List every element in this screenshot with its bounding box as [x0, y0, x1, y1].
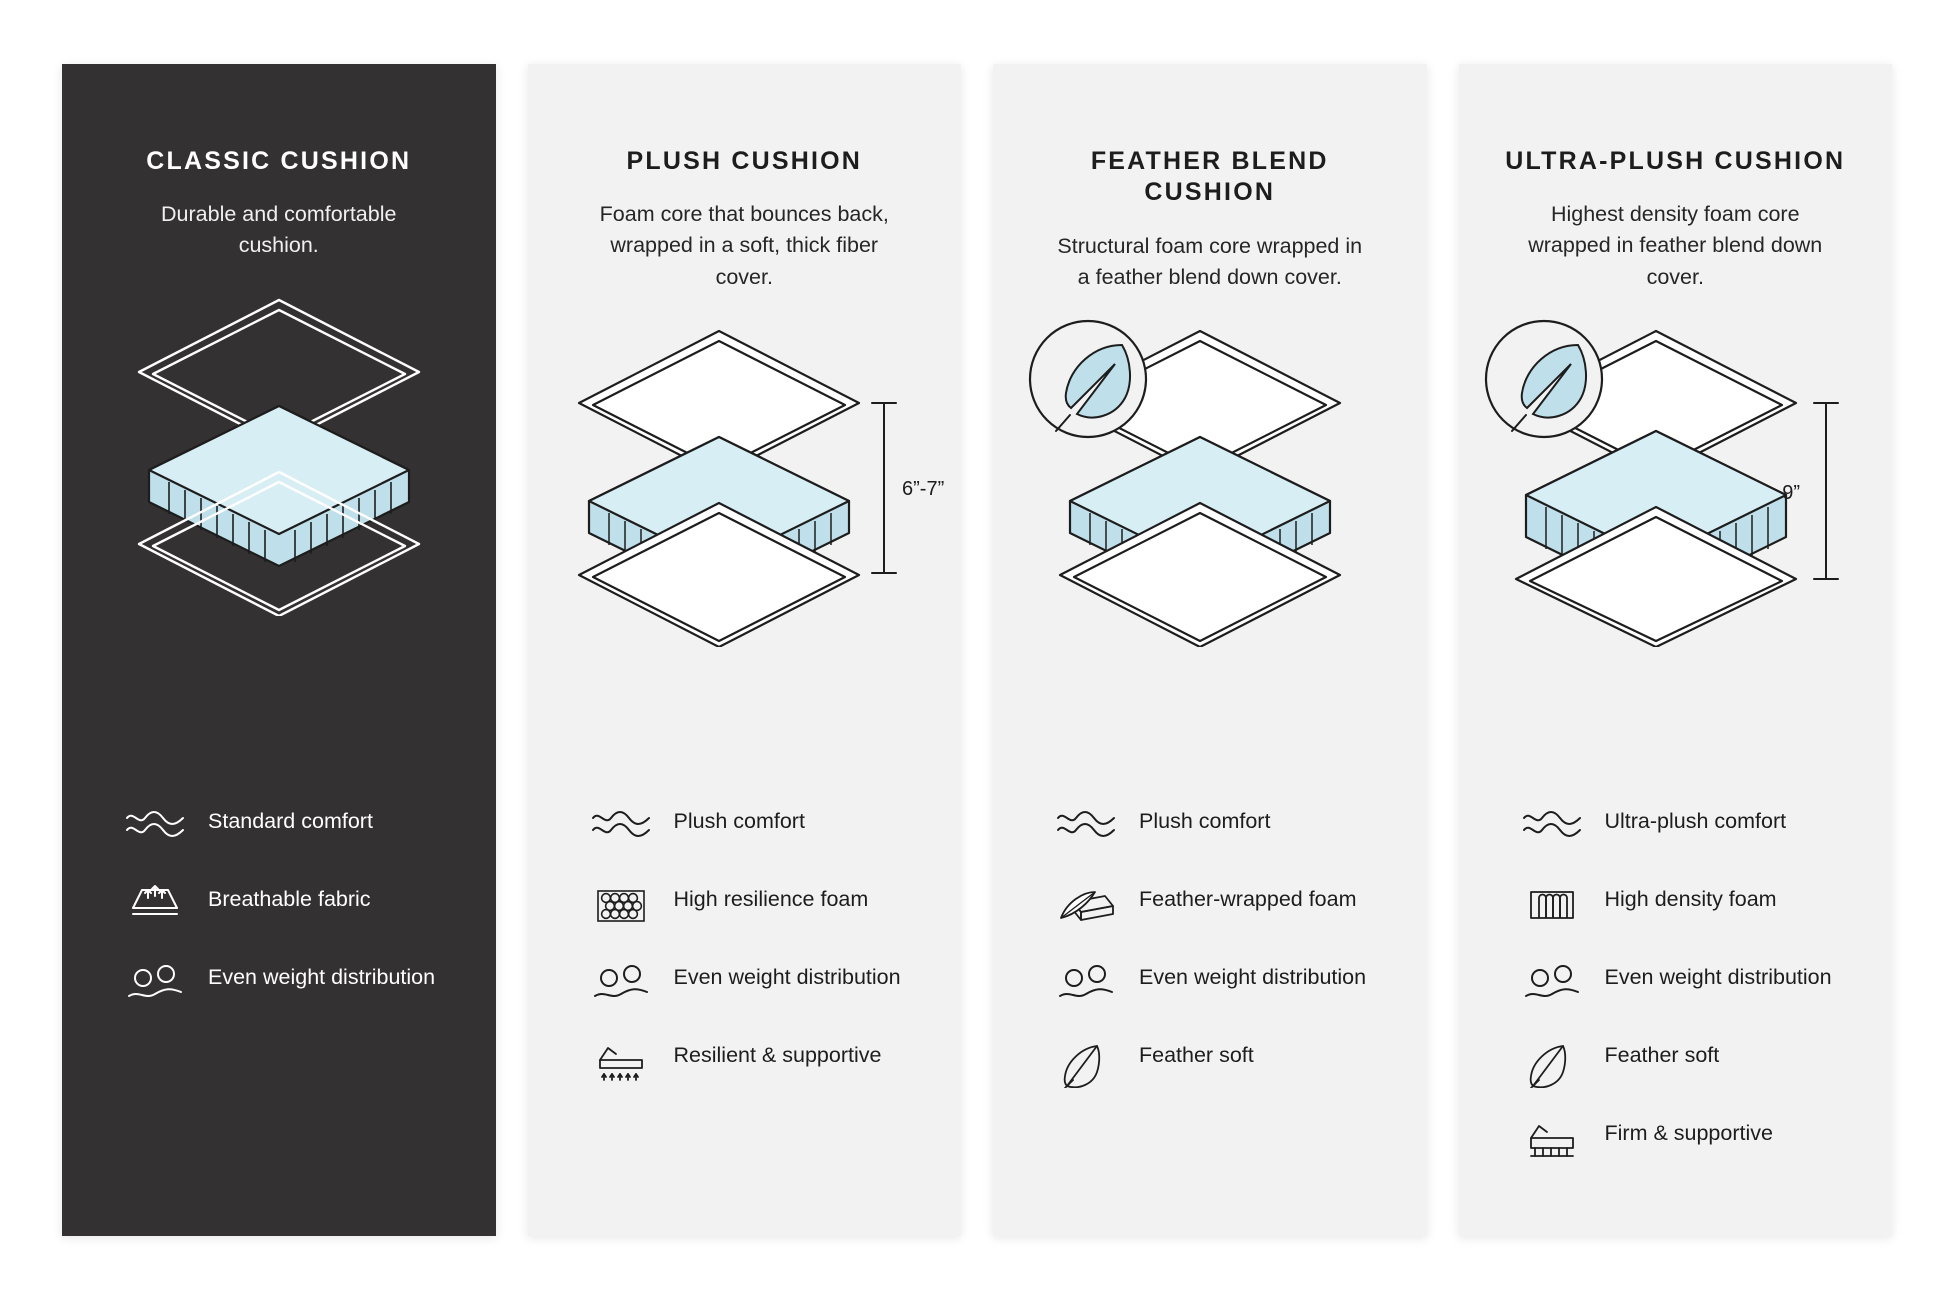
card-description: Foam core that bounces back, wrapped in a soft, thick fiber cover. — [599, 202, 889, 289]
wave-lines-icon — [1513, 804, 1591, 842]
feather-wrapped-foam-icon — [1047, 882, 1125, 930]
card-description: Structural foam core wrapped in a feather blend down cover. — [1057, 233, 1363, 289]
feature-list — [116, 804, 466, 1038]
feature-list — [582, 804, 932, 1116]
feature-item — [1047, 882, 1397, 934]
feature-item — [116, 882, 466, 934]
cushion-diagram-plush — [528, 317, 962, 687]
card-title: ULTRA-PLUSH CUSHION — [1505, 147, 1846, 175]
feature-item — [1047, 1038, 1397, 1090]
feature-item — [1513, 1116, 1863, 1168]
feature-label: Feather soft — [1604, 1043, 1720, 1067]
cushion-diagram-ultra-plush — [1459, 317, 1893, 687]
feature-list — [1047, 804, 1397, 1116]
feature-list — [1513, 804, 1863, 1194]
feather-badge-icon — [1030, 321, 1146, 437]
feather-icon — [1047, 1038, 1125, 1088]
feature-label: Firm & supportive — [1604, 1121, 1773, 1145]
even-weight-distribution-icon — [1513, 960, 1591, 1006]
cushion-card-classic[interactable] — [62, 64, 496, 1236]
feature-label: Even weight distribution — [1604, 965, 1832, 989]
card-title: FEATHER BLEND CUSHION — [1090, 147, 1329, 207]
feature-label: Even weight distribution — [1139, 965, 1367, 989]
feature-item — [1513, 1038, 1863, 1090]
cushion-card-plush[interactable] — [528, 64, 962, 1236]
feature-item — [116, 804, 466, 856]
honeycomb-foam-icon — [582, 882, 660, 928]
feature-item — [116, 960, 466, 1012]
feature-item — [1513, 882, 1863, 934]
feature-item — [1047, 804, 1397, 856]
feather-icon — [1513, 1038, 1591, 1088]
even-weight-distribution-icon — [582, 960, 660, 1006]
feature-label: Feather-wrapped foam — [1139, 887, 1357, 911]
card-title: CLASSIC CUSHION — [146, 147, 412, 175]
feature-label: High resilience foam — [673, 887, 869, 911]
feature-item — [582, 1038, 932, 1090]
feature-label: Ultra-plush comfort — [1604, 809, 1787, 833]
feature-label: Breathable fabric — [208, 887, 371, 911]
feature-item — [582, 804, 932, 856]
feature-label: Plush comfort — [1139, 809, 1271, 833]
feature-label: Plush comfort — [673, 809, 805, 833]
cushion-diagram-feather-blend — [993, 317, 1427, 687]
feature-item — [582, 960, 932, 1012]
high-density-foam-icon — [1513, 882, 1591, 926]
cushion-card-ultra-plush[interactable] — [1459, 64, 1893, 1236]
breathable-fabric-icon — [116, 882, 194, 928]
feature-item — [1513, 960, 1863, 1012]
feature-label: High density foam — [1604, 887, 1777, 911]
feature-item — [582, 882, 932, 934]
feature-label: Standard comfort — [208, 809, 373, 833]
wave-lines-icon — [1047, 804, 1125, 842]
dimension-label: 9” — [1782, 481, 1801, 504]
feature-item — [1513, 804, 1863, 856]
wave-lines-icon — [116, 804, 194, 842]
dimension-label: 6”-7” — [902, 477, 945, 500]
card-description: Highest density foam core wrapped in feather blend down cover. — [1528, 202, 1823, 289]
wave-lines-icon — [582, 804, 660, 842]
even-weight-distribution-icon — [1047, 960, 1125, 1006]
feature-label: Even weight distribution — [673, 965, 901, 989]
card-title: PLUSH CUSHION — [626, 147, 863, 175]
cushion-diagram-classic — [62, 286, 496, 656]
feather-badge-icon — [1486, 321, 1602, 437]
feature-label: Resilient & supportive — [673, 1043, 882, 1067]
even-weight-distribution-icon — [116, 960, 194, 1006]
feature-item — [1047, 960, 1397, 1012]
lounge-support-icon — [582, 1038, 660, 1086]
feature-label: Even weight distribution — [208, 965, 436, 989]
feature-label: Feather soft — [1139, 1043, 1254, 1067]
lounge-support-icon — [1513, 1116, 1591, 1164]
card-description: Durable and comfortable cushion. — [161, 202, 397, 258]
cushion-card-list — [62, 64, 1892, 1236]
cushion-card-feather-blend[interactable] — [993, 64, 1427, 1236]
